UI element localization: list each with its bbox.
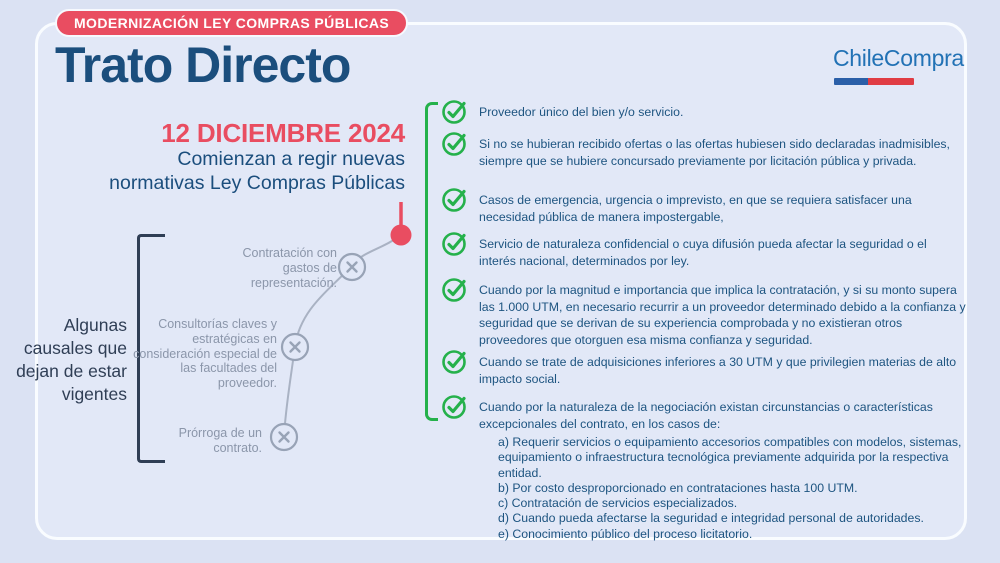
- deprecated-cause-text: Consultorías claves y estratégicas en consideración especial de las facultades del proveedor.: [133, 317, 277, 391]
- valid-cause-text: Servicio de naturaleza confidencial o cuya difusión pueda afectar la seguridad o el interés nacional, determinados por ley.: [479, 237, 927, 268]
- valid-causes-bracket: [425, 102, 438, 421]
- check-circle-icon: [441, 231, 467, 257]
- check-circle-icon: [441, 349, 467, 375]
- check-circle-icon: [441, 187, 467, 213]
- chilecompra-logo-text: ChileCompra: [833, 45, 964, 71]
- valid-cause-item: [441, 192, 966, 225]
- exceptional-case: b) Por costo desproporcionado en contrataciones hasta 100 UTM.: [498, 480, 858, 495]
- effective-date: 12 DICIEMBRE 2024: [161, 118, 405, 148]
- valid-cause-item: [441, 399, 966, 432]
- deprecated-causes-label: Algunas causales que dejan de estar vigentes: [16, 315, 127, 404]
- chile-flag-bar-icon: [834, 78, 914, 85]
- valid-cause-text: Proveedor único del bien y/o servicio.: [479, 105, 684, 119]
- valid-cause-item: [441, 282, 966, 348]
- date-subtitle-line2: normativas Ley Compras Públicas: [109, 172, 405, 194]
- page-title: Trato Directo: [55, 37, 351, 93]
- exceptional-cases-list: [498, 435, 966, 542]
- check-circle-icon: [441, 99, 467, 125]
- date-subtitle-line1: Comienzan a regir nuevas: [177, 148, 405, 170]
- check-circle-icon: [441, 131, 467, 157]
- valid-cause-item: [441, 104, 966, 125]
- valid-cause-item: [441, 136, 966, 169]
- valid-cause-text: Si no se hubieran recibido ofertas o las ofertas hubiesen sido declaradas inadmisibles, siempre que se hubiere concursado previamente por licitación pública y privada.: [479, 137, 950, 168]
- flag-bar-red: [868, 78, 914, 85]
- chilecompra-logo: [833, 45, 963, 85]
- header-badge: MODERNIZACIÓN LEY COMPRAS PÚBLICAS: [55, 9, 408, 37]
- valid-cause-text: Casos de emergencia, urgencia o imprevisto, en que se requiera satisfacer una necesidad pública de manera impostergable,: [479, 193, 912, 224]
- valid-cause-text: Cuando por la naturaleza de la negociación existan circunstancias o características excepcionales del contrato, en los casos de:: [479, 400, 933, 431]
- exceptional-case: c) Contratación de servicios especializados.: [498, 496, 738, 511]
- check-circle-icon: [441, 394, 467, 420]
- check-circle-icon: [441, 277, 467, 303]
- valid-cause-item: [441, 236, 966, 269]
- deprecated-cause-text: Prórroga de un contrato.: [178, 426, 262, 455]
- date-subtitle: [55, 147, 405, 195]
- valid-cause-item: [441, 354, 966, 387]
- exceptional-case: a) Requerir servicios o equipamiento accesorios compatibles con modelos, sistemas, equipamiento o infraestructura tecnológica previamente adquirida por la respectiva entidad.: [498, 435, 962, 480]
- exceptional-case: e) Conocimiento público del proceso licitatorio.: [498, 526, 753, 541]
- exceptional-case: d) Cuando pueda afectarse la seguridad e integridad personal de autoridades.: [498, 511, 924, 526]
- flag-bar-blue: [834, 78, 868, 85]
- deprecated-cause-text: Contratación con gastos de representación.: [242, 246, 337, 290]
- valid-cause-text: Cuando por la magnitud e importancia que implica la contratación, y si su monto supera las 1.000 UTM, en necesario recurrir a un proveedor determinado debido a la confianza y seguridad que se derivan de su experiencia comprobada y no existieran otros proveedores que otorguen esa misma confianza y seguridad.: [479, 283, 966, 347]
- valid-cause-text: Cuando se trate de adquisiciones inferiores a 30 UTM y que privilegien materias de alto impacto social.: [479, 355, 957, 386]
